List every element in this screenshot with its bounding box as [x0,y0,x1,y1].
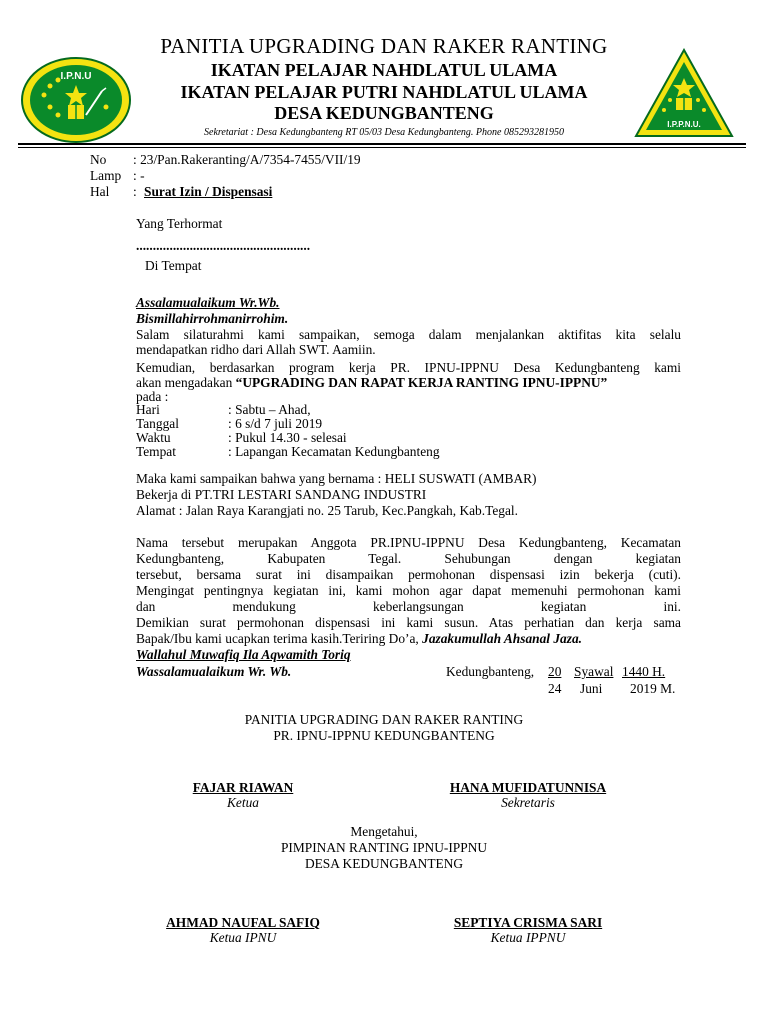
person-employer-line: Bekerja di PT.TRI LESTARI SANDANG INDUSTRI [136,487,427,502]
person-address-line: Alamat : Jalan Raya Karangjati no. 25 Tarub, Kec.Pangkah, Kab.Tegal. [136,503,518,518]
date-hijri-year: 1440 H. [622,664,666,679]
org-name-ippnu: IKATAN PELAJAR PUTRI NAHDLATUL ULAMA [180,82,588,102]
prayer-text: Jazakumullah Ahsanal Jaza. [422,631,583,646]
schedule-label-place: Tempat [136,444,176,459]
org-village: DESA KEDUNGBANTENG [274,103,494,123]
closing-salam: Wassalamualaikum Wr. Wb. [136,664,292,679]
ipnu-logo-text: I.P.N.U [60,71,92,82]
committee-line2: PR. IPNU-IPPNU KEDUNGBANTENG [273,728,495,743]
thanks-text: Bapak/Ibu kami ucapkan terima kasih.Teriring Do’a, [136,631,423,646]
meta-lamp-value: : - [133,168,145,183]
date-greg-month: Juni [580,681,603,696]
paragraph-closing-line1: Demikian surat permohonan dispensasi ini kami susun. Atas perhatian dan kerja sama [136,615,681,630]
paragraph-member-line1: Nama tersebut merupakan Anggota PR.IPNU-IPPNU Desa Kedungbanteng, Kecamatan [136,535,681,550]
recipient-place: Di Tempat [145,258,202,273]
signer-ippnu-role: Ketua IPPNU [490,930,566,945]
paragraph-greeting-line2: mendapatkan ridho dari Allah SWT. Aamiin. [136,342,376,357]
secretariat-address: Sekretariat : Desa Kedungbanteng RT 05/03 Desa Kedungbanteng. Phone 085293281950 [204,127,564,138]
schedule-label-time: Waktu [136,430,171,445]
meta-lamp-label: Lamp [90,168,122,183]
approval-line2: PIMPINAN RANTING IPNU-IPPNU [280,840,488,855]
recipient-greeting: Yang Terhormat [136,216,223,231]
paragraph-member-line5: dan mendukung keberlangsungan kegiatan ini. [136,599,681,614]
signer-chair-role: Ketua [227,795,259,810]
signer-secretary-name: HANA MUFIDATUNNISA [449,780,607,795]
signer-ipnu-name: AHMAD NAUFAL SAFIQ [166,915,320,930]
date-hijri-day: 20 [548,664,562,679]
signer-secretary-role: Sekretaris [501,795,555,810]
signer-chair-name: FAJAR RIAWAN [192,780,294,795]
committee-line1: PANITIA UPGRADING DAN RAKER RANTING [244,712,524,727]
date-greg-year: 2019 M. [630,681,676,696]
meta-no-label: No [90,152,107,167]
schedule-value-day: : Sabtu – Ahad, [228,402,311,417]
schedule-label-date: Tanggal [136,416,179,431]
signer-ipnu-role: Ketua IPNU [209,930,277,945]
date-greg-day: 24 [548,681,562,696]
meta-hal-colon: : [133,184,137,199]
schedule-value-date: : 6 s/d 7 juli 2019 [228,416,323,431]
person-name-line: Maka kami sampaikan bahwa yang bernama : HELI SUSWATI (AMBAR) [136,471,537,486]
org-name-ipnu: IKATAN PELAJAR NAHDLATUL ULAMA [210,60,558,80]
schedule-label-day: Hari [136,402,160,417]
approval-line3: DESA KEDUNGBANTENG [304,856,464,871]
meta-hal-label: Hal [90,184,110,199]
basmalah: Bismillahirrohmanirrohim. [136,311,289,326]
committee-title: PANITIA UPGRADING DAN RAKER RANTING [160,34,608,58]
schedule-value-time: : Pukul 14.30 - selesai [228,430,347,445]
paragraph-member-line4: Mengingat pentingnya kegiatan ini, kami mohon agar dapat memenuhi permohonan kami [136,583,681,598]
meta-hal-value: Surat Izin / Dispensasi [144,184,273,199]
paragraph-program-line2 [136,375,607,391]
signer-ippnu-name: SEPTIYA CRISMA SARI [453,915,603,930]
paragraph-member-line3: tersebut, bersama surat ini disampaikan permohonan dispensasi izin bekerja (cuti). [136,567,681,582]
meta-no-value: : 23/Pan.Rakeranting/A/7354-7455/VII/19 [133,152,361,167]
paragraph-program-line1: Kemudian, berdasarkan program kerja PR. IPNU-IPPNU Desa Kedungbanteng kami [136,360,681,375]
paragraph-member-line2: Kedungbanteng, Kabupaten Tegal. Sehubungan dengan kegiatan [136,551,681,566]
ippnu-logo-text: I.P.P.N.U. [667,120,701,129]
header-rule-thin [18,147,746,148]
schedule-value-place: : Lapangan Kecamatan Kedungbanteng [228,444,440,459]
program-text: akan mengadakan [136,375,236,390]
paragraph-greeting-line1: Salam silaturahmi kami sampaikan, semoga dalam menjalankan aktifitas kita selalu [136,327,681,342]
header-rule-thick [18,143,746,145]
date-hijri-month: Syawal [574,664,614,679]
date-city: Kedungbanteng, [446,664,535,679]
event-name: “UPGRADING DAN RAPAT KERJA RANTING IPNU-IPPNU” [235,375,608,390]
approval-line1: Mengetahui, [350,824,418,839]
paragraph-program-line3: pada : [136,389,169,404]
closing-wallahul: Wallahul Muwafiq Ila Aqwamith Toriq [136,647,351,662]
recipient-blank: .................................................... [136,238,311,253]
salam-opening: Assalamualaikum Wr.Wb. [136,295,280,310]
paragraph-closing-line2 [136,631,582,647]
